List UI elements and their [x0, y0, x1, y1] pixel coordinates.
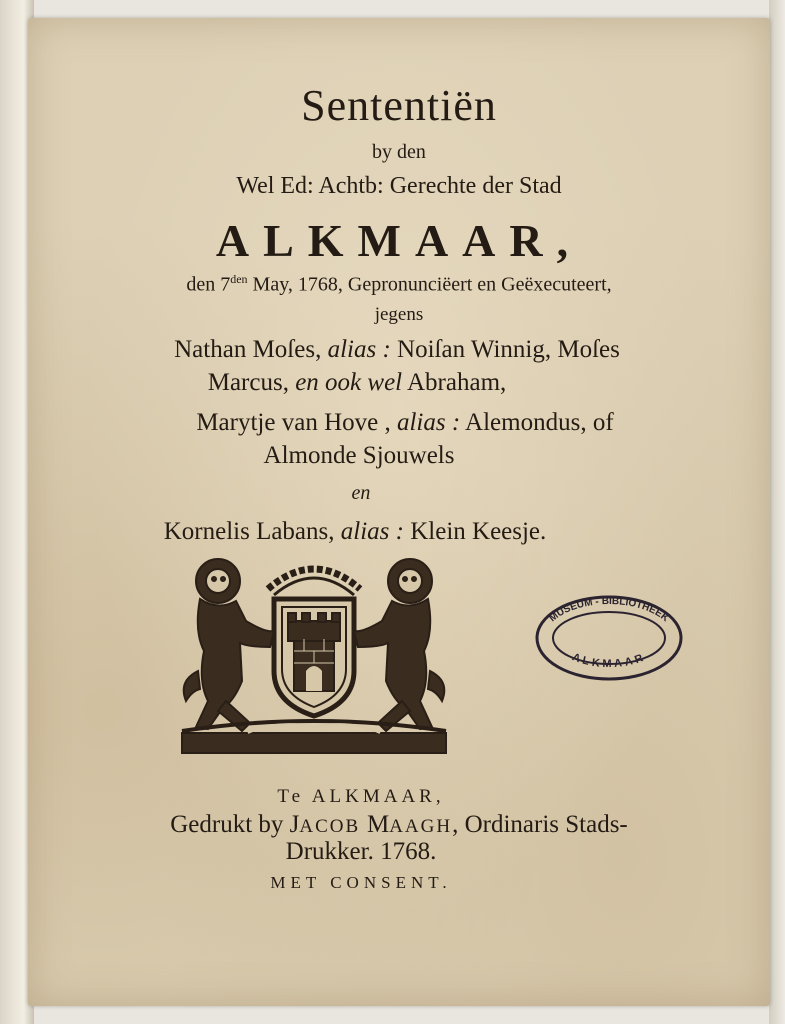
imprint-pre: Gedrukt by [170, 811, 290, 838]
printer-last-rest: AAGH [389, 816, 453, 837]
page-title: Sententiën [301, 81, 497, 130]
accused-name: Marcus [207, 369, 283, 396]
date-rest: May, 1768, Gepronunciëert en Geëxecuteert, [247, 273, 612, 296]
alias-label: en ook wel [295, 369, 403, 396]
accused-name: Kornelis Labans, [163, 518, 335, 545]
imprint-year: Drukker. 1768. [285, 838, 437, 865]
alias-value: Klein Keesje. [410, 518, 547, 545]
by-den-line: by den [372, 141, 426, 163]
accused-line-2: Marcus, en ook wel Abraham, [207, 369, 507, 396]
imprint-place: Te ALKMAAR, [277, 786, 445, 807]
coat-of-arms-illustration [178, 551, 450, 756]
library-stamp [533, 593, 685, 683]
alias-label: alias : [327, 336, 391, 363]
title-page [28, 18, 770, 1006]
stamp-bottom-text: ALKMAAR [570, 651, 648, 671]
accused-name: Nathan Moſes [174, 336, 316, 363]
stamp-top-text: MUSEUM - BIBLIOTHEEK [547, 595, 671, 625]
printer-initial-j: J [289, 811, 300, 838]
jegens-line: jegens [374, 304, 424, 325]
city-name: ALKMAAR, [215, 215, 583, 266]
imprint-printer [28, 811, 770, 839]
date-superscript: den [230, 272, 248, 286]
imprint-post: , Ordinaris Stads- [452, 811, 628, 838]
alias-label: alias : [340, 518, 404, 545]
printer-first-rest: ACOB [299, 816, 367, 837]
alias-value: Abraham, [407, 369, 507, 396]
accused-line-1: Nathan Moſes, alias : Noiſan Winnig, Moſes [174, 336, 620, 363]
accused-line-3 [34, 409, 776, 437]
alias-value: Noiſan Winnig, Moſes [397, 336, 620, 363]
date-line [28, 272, 770, 297]
court-line: Wel Ed: Achtb: Gerechte der Stad [236, 173, 562, 199]
imprint-consent: MET CONSENT. [270, 873, 452, 892]
svg-text:ALKMAAR [570, 651, 647, 670]
accused-name: Marytje van Hove , [196, 409, 391, 436]
en-line: en [351, 482, 371, 504]
alias-label: alias : [396, 409, 461, 436]
accused-line-4 [0, 442, 730, 470]
accused-line-5 [0, 518, 726, 546]
page-edge-shadow [769, 0, 785, 1024]
printer-initial-m: M [366, 811, 390, 838]
date-prefix: den 7 [186, 273, 231, 296]
accused-name: Almonde Sjouwels [263, 442, 455, 469]
alias-value: Alemondus, of [465, 409, 614, 436]
